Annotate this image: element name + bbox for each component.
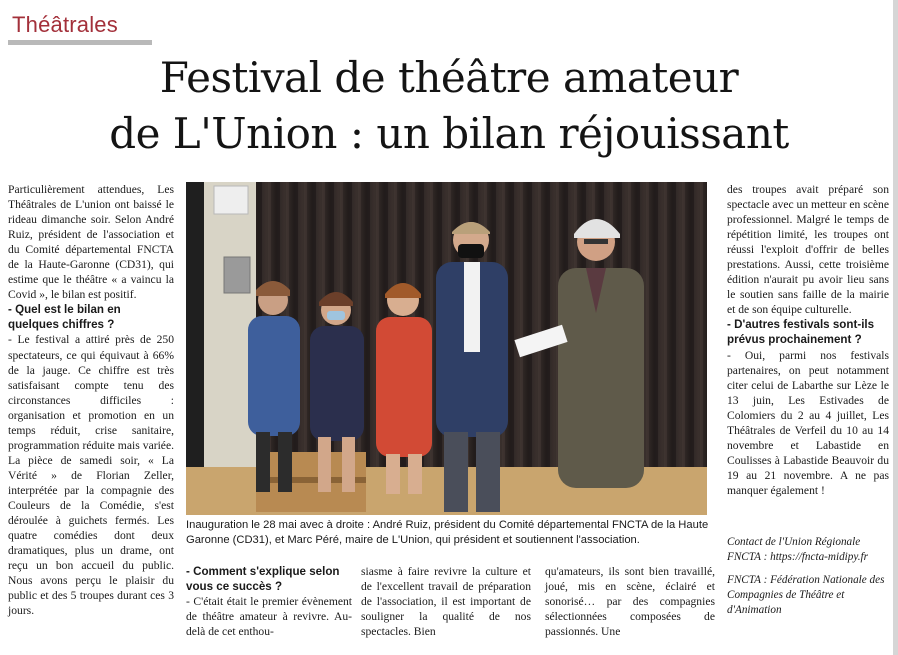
section-label: Théâtrales [12,12,118,37]
article-column-1 [8,182,174,618]
wall-sign [214,186,248,214]
section-underline [8,40,152,45]
wall-frame [224,257,250,293]
door-frame [186,182,204,515]
answer-2-part-3: qu'amateurs, ils sont bien travaillé, joué, mis en scène, éclairé et sonorisé… par des compagnies sélectionnées composées de passionnés. Une [545,565,715,639]
question-1: - Quel est le bilan en quelques chiffres ? [8,303,121,332]
answer-2-part-1: - C'était était le premier évènement de théâtre amateur à revivre. Au-delà de cet enthou- [186,595,352,639]
article-column-3 [361,564,531,639]
answer-2-part-4: des troupes avait préparé son spectacle avec un metteur en scène professionnel. Malgré le temps de répétition limité, les troupes ont réussi l'exploit d'offrir de belles prestations. Aussi, cette troisième édition n'aurait pu avoir lieu sans le soutien sans faille de la mairie et de son équipe culturelle. [727,183,889,317]
inauguration-photo-illustration [186,182,707,515]
headline-line-1: Festival de théâtre amateur [159,53,739,102]
photo-caption: Inauguration le 28 mai avec à droite : André Ruiz, président du Comité départemental FNCTA de la Haute Garonne (CD31), et Marc Péré, maire de L'Union, qui président et soutiennent l'association. [186,519,709,546]
question-2: - Comment s'explique selon vous ce succès ? [186,565,340,594]
headline [0,50,898,162]
answer-3: - Oui, parmi nos festivals partenaires, on peut notamment citer celui de Labarthe sur Lèze le 13 juin, Les Estivades de Colomiers du 2 au 4 juillet, Les Théâtrales de Verfeil du 10 au 14 novembre et Labastide en Coulisses à Labastide Beauvoir du 19 au 21 novembre. A ne pas manquer également ! [727,348,889,497]
contact-note: Contact de l'Union Régionale FNCTA : https://fncta-midipy.fr [727,536,868,563]
headline-line-2: de L'Union : un bilan réjouissant [109,109,789,158]
footnotes [727,535,891,626]
article-column-4 [545,564,715,639]
page-edge [893,0,898,655]
article-intro: Particulièrement attendues, Les Théâtrales de L'union ont baissé le rideau dimanche soir. Selon André Ruiz, président de l'association et du Comité départemental FNCTA de la Haute-Garonne (CD31), qui estime que le théâtre « a vaincu la Covid », le bilan est positif. [8,183,174,302]
article-column-2 [186,564,352,639]
question-3: - D'autres festivals sont-ils prévus prochainement ? [727,318,875,347]
answer-1: - Le festival a attiré près de 250 spectateurs, ce qui équivaut à 66% de la jauge. Ce chiffre est très satisfaisant compte tenu des circonstances difficiles : organisation et promotion en un temps réduit, crise sanitaire, programmation réduite mais variée. La pièce de samedi soir, « La Vérité » de Florian Zeller, interprétée par la compagnie des Couleurs de la Comédie, s'est déroulée à guichets fermés. Les quatre comédies dont deux dramatiques, plus un drame, ont reçu un bon accueil du public. Nous avons perçu le plaisir du public et des 5 troupes durant ces 3 jours. [8,333,174,618]
article-photo [186,182,707,515]
fncta-note: FNCTA : Fédération Nationale des Compagnies de Théâtre et d'Animation [727,574,885,616]
article-column-5 [727,182,889,498]
answer-2-part-2: siasme à faire revivre la culture et de l'excellent travail de préparation de l'association, il est important de souligner la qualité de nos spectacles. Bien [361,565,531,639]
